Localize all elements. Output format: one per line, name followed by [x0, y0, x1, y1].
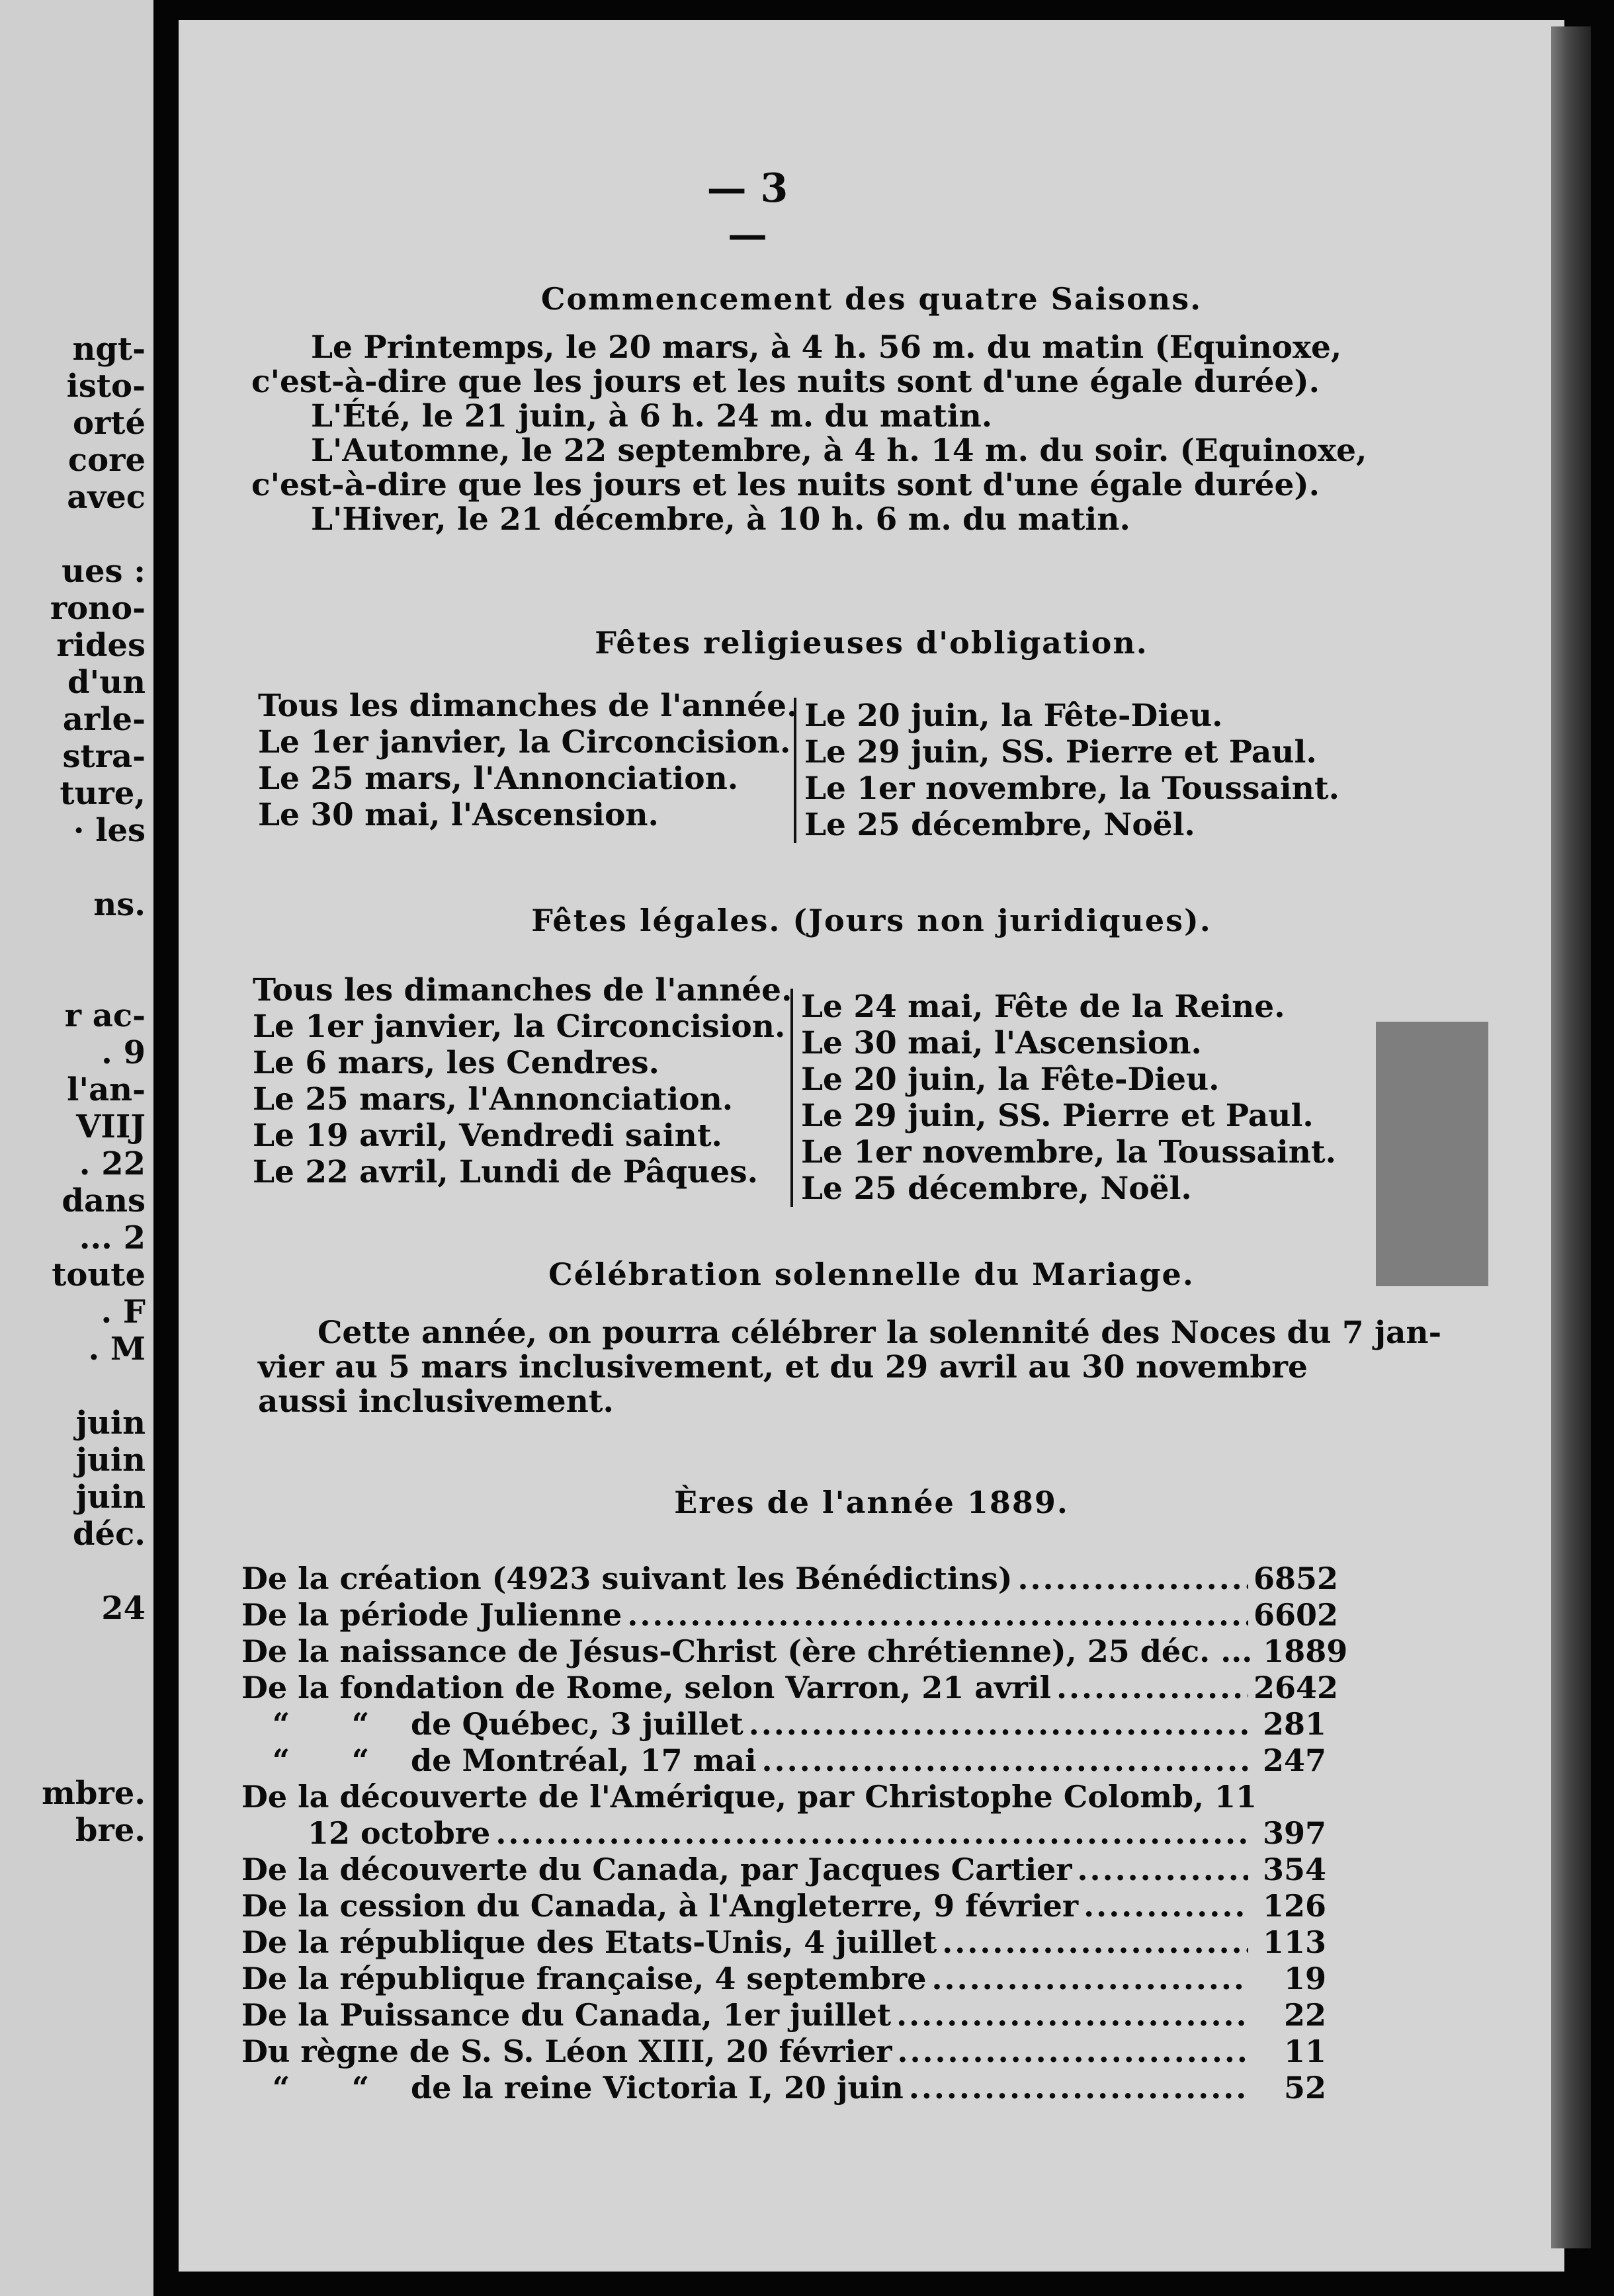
era-row — [241, 1633, 1348, 1670]
legal-feasts-left-column — [253, 972, 792, 1190]
left-page-fragment: r ac- — [64, 997, 146, 1034]
leader-dots — [1018, 1561, 1249, 1597]
feast-entry: Tous les dimanches de l'année. — [258, 688, 798, 724]
left-page-fragment — [42, 923, 146, 960]
leader-dots — [749, 1706, 1248, 1742]
left-page-fragment — [42, 960, 146, 997]
era-label: De la découverte de l'Amérique, par Christophe Colomb, 11 — [241, 1779, 1257, 1815]
leader-dots — [909, 2070, 1248, 2106]
era-row — [241, 1888, 1326, 1924]
left-page-fragment: rides — [56, 627, 146, 664]
era-row — [241, 1961, 1326, 1997]
leader-dots — [495, 1815, 1248, 1852]
era-value: 354 — [1262, 1852, 1326, 1887]
left-page-fragment: ... 2 — [79, 1219, 146, 1256]
left-page-fragment: VIIJ — [76, 1108, 146, 1145]
era-label: De la période Julienne — [241, 1597, 622, 1633]
era-value: 113 — [1262, 1924, 1326, 1960]
religious-feasts-left-column — [258, 688, 797, 833]
seasons-line: Le Printemps, le 20 mars, à 4 h. 56 m. du matin (Equinoxe, — [311, 329, 1342, 366]
era-value: 19 — [1283, 1961, 1326, 1996]
feast-entry: Le 25 mars, l'Annonciation. — [253, 1081, 734, 1118]
feast-entry: Le 25 décembre, Noël. — [801, 1170, 1192, 1207]
page-edge — [1551, 26, 1591, 2248]
left-page-fragment: . F — [101, 1293, 146, 1331]
era-label: Du règne de S. S. Léon XIII, 20 février — [241, 2033, 892, 2069]
feast-entry: Le 20 juin, la Fête-Dieu. — [801, 1061, 1220, 1098]
left-page-fragment — [42, 1664, 146, 1701]
left-page-fragment: ture, — [60, 775, 146, 812]
left-page-fragment — [42, 516, 146, 553]
era-row — [241, 2033, 1326, 2070]
left-page-fragment: . 9 — [101, 1034, 146, 1071]
era-value: 1889 — [1263, 1633, 1348, 1669]
left-page-fragment — [42, 1701, 146, 1738]
feast-entry: Le 6 mars, les Cendres. — [253, 1045, 659, 1081]
seasons-line: L'Hiver, le 21 décembre, à 10 h. 6 m. du matin. — [311, 501, 1130, 538]
era-label: De la cession du Canada, à l'Angleterre, 9 février — [241, 1888, 1079, 1924]
ditto-mark: “ — [351, 2070, 370, 2106]
feast-entry: Le 22 avril, Lundi de Pâques. — [253, 1154, 758, 1190]
era-label: “ “ de Québec, 3 juillet — [241, 1706, 743, 1742]
era-label: De la naissance de Jésus-Christ (ère chrétienne), 25 déc. ... — [241, 1633, 1253, 1669]
left-page-fragment: ngt- — [72, 331, 146, 368]
leader-dots — [942, 1924, 1248, 1961]
era-value: 2642 — [1253, 1670, 1339, 1705]
feast-entry: Le 1er novembre, la Toussaint. — [801, 1134, 1337, 1170]
era-row — [241, 1706, 1326, 1742]
left-page-fragment: stra- — [62, 738, 146, 775]
era-row — [241, 1670, 1339, 1706]
era-value: 22 — [1283, 1997, 1326, 2033]
feast-entry: Le 29 juin, SS. Pierre et Paul. — [801, 1098, 1314, 1134]
feast-entry: Le 25 mars, l'Annonciation. — [258, 760, 739, 797]
left-page-fragment: rono- — [50, 590, 146, 627]
left-page-fragment — [42, 1553, 146, 1590]
left-facing-page — [0, 0, 153, 2296]
ditto-mark: “ — [272, 2070, 290, 2106]
feast-entry: Le 1er novembre, la Toussaint. — [804, 770, 1340, 807]
era-row — [241, 1597, 1339, 1633]
marriage-line: aussi inclusivement. — [258, 1383, 614, 1420]
leader-dots — [1078, 1852, 1248, 1888]
left-page-fragment — [42, 1627, 146, 1664]
left-page-fragment: . M — [88, 1331, 146, 1368]
left-page-fragment: ues : — [62, 553, 146, 590]
religious-feasts-heading: Fêtes religieuses d'obligation. — [595, 625, 1148, 661]
era-label: De la découverte du Canada, par Jacques Cartier — [241, 1852, 1072, 1887]
era-label: De la Puissance du Canada, 1er juillet — [241, 1997, 892, 2033]
era-value: 397 — [1262, 1815, 1326, 1851]
ditto-mark: “ — [351, 1742, 370, 1778]
eras-heading: Ères de l'année 1889. — [674, 1485, 1069, 1520]
left-page-fragment: avec — [67, 479, 146, 516]
left-page-fragment: arle- — [62, 701, 146, 738]
left-page-fragment: l'an- — [67, 1071, 146, 1108]
legal-feasts-right-column — [790, 989, 1336, 1207]
era-row — [241, 1852, 1326, 1888]
ditto-mark: “ — [351, 1706, 370, 1742]
era-row — [241, 2070, 1326, 2106]
era-label: De la création (4923 suivant les Bénédictins) — [241, 1561, 1013, 1596]
left-page-fragment: juin — [75, 1479, 146, 1516]
leader-dots — [762, 1742, 1248, 1779]
feast-entry: Le 1er janvier, la Circoncision. — [253, 1008, 786, 1045]
left-page-fragment: bre. — [75, 1812, 146, 1849]
marriage-line: vier au 5 mars inclusivement, et du 29 avril au 30 novembre — [258, 1349, 1308, 1385]
left-page-fragment: d'un — [67, 664, 146, 701]
era-value: 6852 — [1253, 1561, 1339, 1596]
era-value: 52 — [1283, 2070, 1326, 2106]
thumb-index-tab — [1376, 1022, 1488, 1286]
era-row — [241, 1742, 1326, 1779]
leader-dots — [627, 1597, 1248, 1633]
feast-entry: Le 25 décembre, Noël. — [804, 807, 1195, 843]
marriage-heading: Célébration solennelle du Mariage. — [548, 1256, 1195, 1292]
legal-feasts-heading: Fêtes légales. (Jours non juridiques). — [531, 903, 1212, 938]
left-page-fragment: dans — [62, 1182, 146, 1219]
feast-entry: Le 30 mai, l'Ascension. — [258, 797, 659, 833]
seasons-line: c'est-à-dire que les jours et les nuits sont d'une égale durée). — [251, 467, 1320, 503]
feast-entry: Le 24 mai, Fête de la Reine. — [801, 989, 1285, 1025]
era-label: De la république française, 4 septembre — [241, 1961, 927, 1996]
feast-entry: Le 29 juin, SS. Pierre et Paul. — [804, 734, 1317, 770]
left-page-fragment — [42, 1738, 146, 1775]
feast-entry: Le 20 juin, la Fête-Dieu. — [804, 698, 1223, 734]
left-page-fragment: juin — [75, 1442, 146, 1479]
left-page-fragment: orté — [72, 405, 146, 442]
religious-feasts-right-column — [794, 698, 1339, 843]
era-row — [241, 1561, 1339, 1597]
era-value: 6602 — [1253, 1597, 1339, 1633]
era-value: 126 — [1262, 1888, 1326, 1924]
left-page-fragment: core — [67, 442, 146, 479]
seasons-line: L'Automne, le 22 septembre, à 4 h. 14 m. du soir. (Equinoxe, — [311, 432, 1367, 469]
feast-entry: Tous les dimanches de l'année. — [253, 972, 792, 1008]
left-page-fragment: . 22 — [79, 1145, 146, 1182]
ditto-mark: “ — [272, 1742, 290, 1778]
seasons-line: c'est-à-dire que les jours et les nuits sont d'une égale durée). — [251, 364, 1320, 400]
left-page-text — [42, 331, 146, 1849]
era-value: 11 — [1283, 2033, 1326, 2069]
era-label: “ “ de la reine Victoria I, 20 juin — [241, 2070, 904, 2106]
era-label: “ “ de Montréal, 17 mai — [241, 1742, 757, 1779]
eras-table — [241, 1561, 1348, 2106]
era-row-continuation — [241, 1815, 1326, 1852]
left-page-fragment — [42, 1368, 146, 1405]
era-row — [241, 1924, 1326, 1961]
feast-entry: Le 30 mai, l'Ascension. — [801, 1025, 1202, 1061]
ditto-mark: “ — [272, 1706, 290, 1742]
left-page-fragment: 24 — [101, 1590, 146, 1627]
seasons-line: L'Été, le 21 juin, à 6 h. 24 m. du matin. — [311, 398, 993, 434]
era-row — [241, 1997, 1326, 2033]
feast-entry: Le 19 avril, Vendredi saint. — [253, 1118, 722, 1154]
seasons-heading: Commencement des quatre Saisons. — [540, 281, 1203, 317]
era-label: 12 octobre — [308, 1815, 491, 1851]
era-value: 281 — [1262, 1706, 1326, 1742]
era-value: 247 — [1262, 1742, 1326, 1778]
seasons-paragraph — [251, 329, 1367, 538]
left-page-fragment: juin — [75, 1405, 146, 1442]
left-page-fragment: mbre. — [42, 1775, 146, 1812]
left-page-fragment: · les — [73, 812, 146, 849]
leader-dots — [897, 2033, 1248, 2070]
leader-dots — [932, 1961, 1248, 1997]
marriage-paragraph — [258, 1315, 1442, 1420]
left-page-fragment: toute — [52, 1256, 146, 1293]
leader-dots — [1083, 1888, 1248, 1924]
leader-dots — [1056, 1670, 1248, 1706]
left-page-fragment: ns. — [93, 886, 146, 923]
left-page-fragment — [42, 849, 146, 886]
feast-entry: Le 1er janvier, la Circoncision. — [258, 724, 791, 760]
left-page-fragment: isto- — [66, 368, 146, 405]
marriage-line: Cette année, on pourra célébrer la solennité des Noces du 7 jan- — [318, 1315, 1442, 1351]
left-page-fragment: déc. — [72, 1516, 146, 1553]
era-label: De la république des Etats-Unis, 4 juillet — [241, 1924, 937, 1960]
leader-dots — [896, 1997, 1248, 2033]
era-row — [241, 1779, 1326, 1815]
era-label: De la fondation de Rome, selon Varron, 21 avril — [241, 1670, 1051, 1705]
page-number: — 3 — — [706, 165, 788, 258]
